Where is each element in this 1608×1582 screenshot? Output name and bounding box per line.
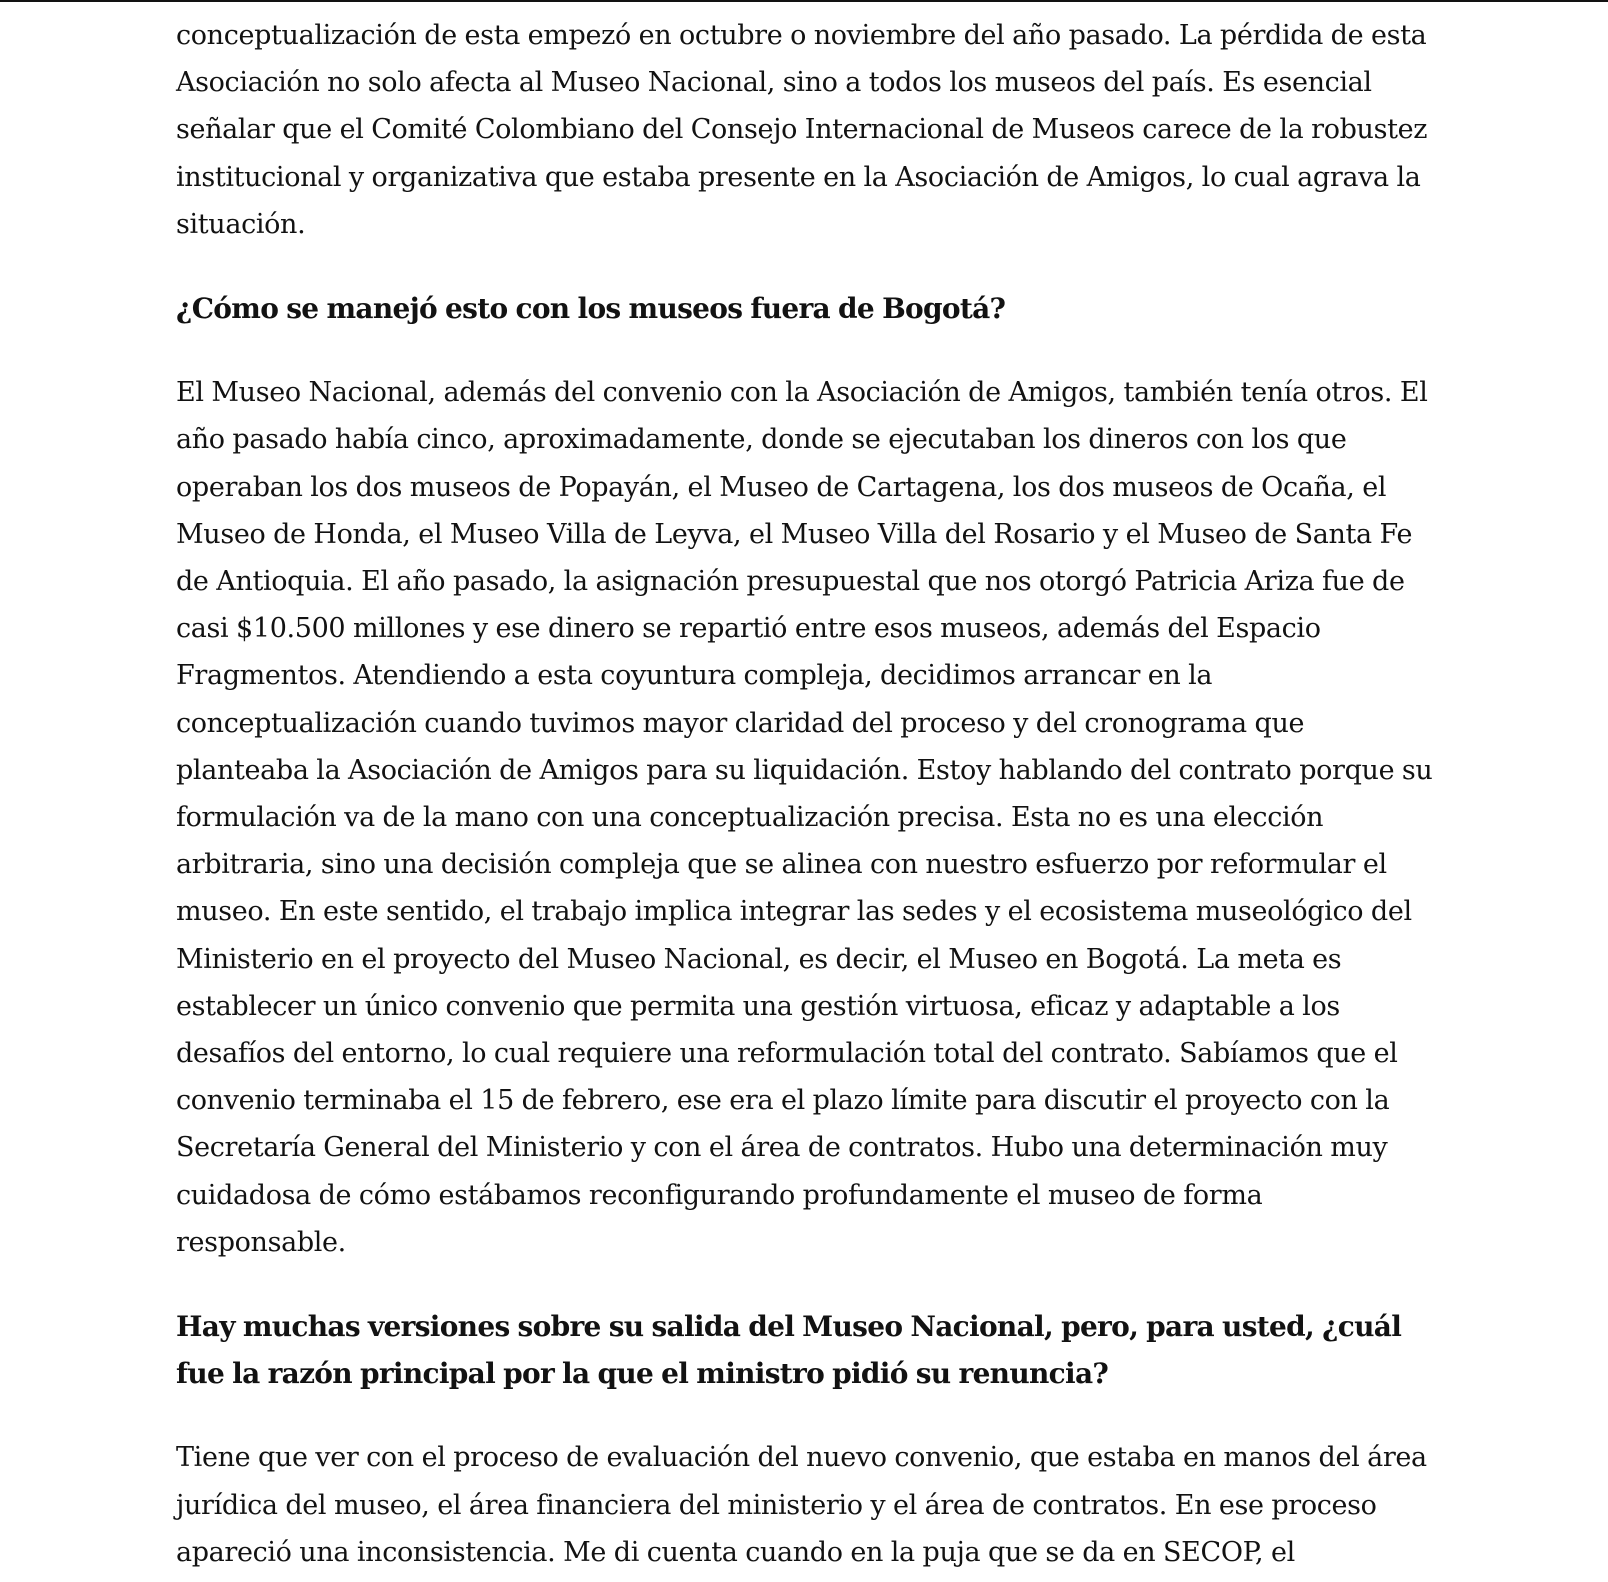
article-paragraph: conceptualización de esta empezó en octubre o noviembre del año pasado. La pérdida de esta Asociación no solo afecta al Museo Nacional, sino a todos los museos del país. Es esencial señalar que el Comité Colombiano del Consejo Internacional de Museos carece de la robustez institucional y organizativa que estaba presente en la Asociación de Amigos, lo cual agrava la situación. (176, 20, 1428, 240)
article-paragraph: Tiene que ver con el proceso de evaluación del nuevo convenio, que estaba en manos del área jurídica del museo, el área financiera del ministerio y el área de contratos. En ese proceso apareció una inconsistencia. Me di cuenta cuando en la puja que se da en SECOP, el (176, 1442, 1427, 1568)
top-divider (0, 0, 1608, 2)
article-body (176, 12, 1436, 1576)
interview-question: ¿Cómo se manejó esto con los museos fuera de Bogotá? (176, 292, 1006, 326)
interview-question: Hay muchas versiones sobre su salida del Museo Nacional, pero, para usted, ¿cuál fue la razón principal por la que el ministro pidió su renuncia? (176, 1310, 1402, 1391)
article-paragraph: El Museo Nacional, además del convenio con la Asociación de Amigos, también tenía otros. El año pasado había cinco, aproximadamente, donde se ejecutaban los dineros con los que operaban los dos museos de Popayán, el Museo de Cartagena, los dos museos de Ocaña, el Museo de Honda, el Museo Villa de Leyva, el Museo Villa del Rosario y el Museo de Santa Fe de Antioquia. El año pasado, la asignación presupuestal que nos otorgó Patricia Ariza fue de casi $10.500 millones y ese dinero se repartió entre esos museos, además del Espacio Fragmentos. Atendiendo a esta coyuntura compleja, decidimos arrancar en la conceptualización cuando tuvimos mayor claridad del proceso y del cronograma que planteaba la Asociación de Amigos para su liquidación. Estoy hablando del contrato porque su formulación va de la mano con una conceptualización precisa. Esta no es una elección arbitraria, sino una decisión compleja que se alinea con nuestro esfuerzo por reformular el museo. En este sentido, el trabajo implica integrar las sedes y el ecosistema museológico del Ministerio en el proyecto del Museo Nacional, es decir, el Museo en Bogotá. La meta es establecer un único convenio que permita una gestión virtuosa, eficaz y adaptable a los desafíos del entorno, lo cual requiere una reformulación total del contrato. Sabíamos que el convenio terminaba el 15 de febrero, ese era el plazo límite para discutir el proyecto con la Secretaría General del Ministerio y con el área de contratos. Hubo una determinación muy cuidadosa de cómo estábamos reconfigurando profundamente el museo de forma responsable. (176, 377, 1433, 1258)
